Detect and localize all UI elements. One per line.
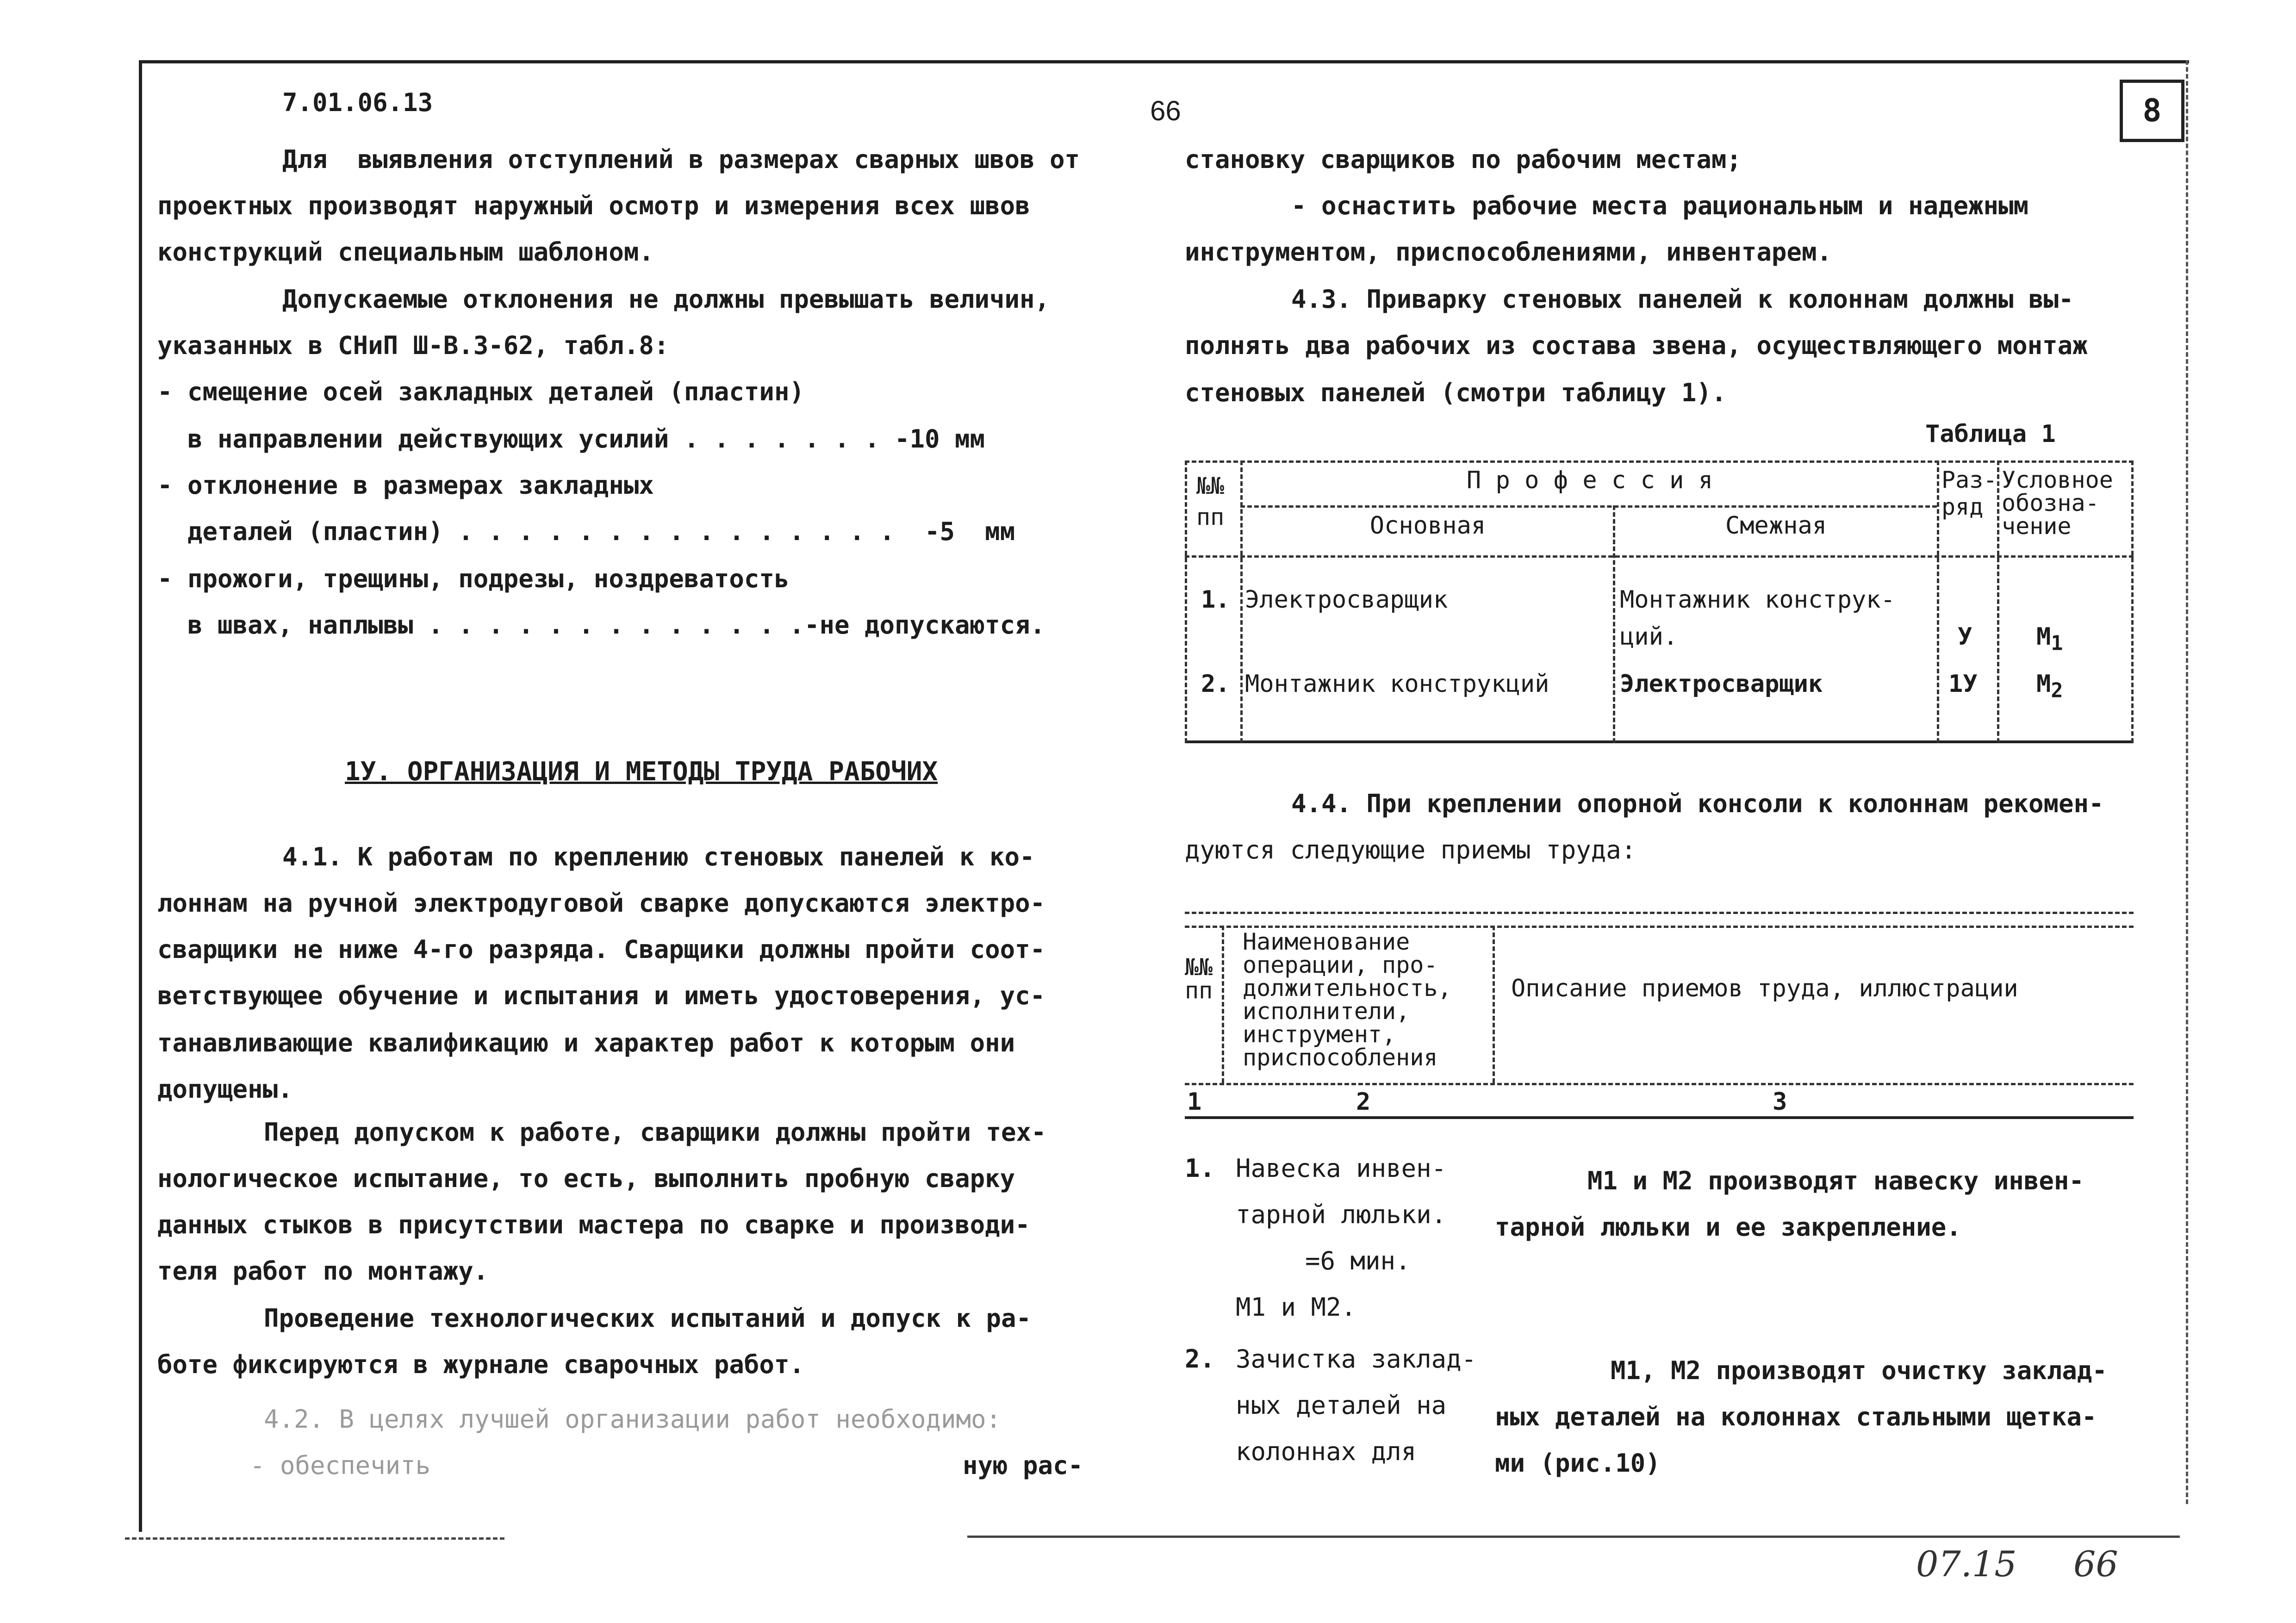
frame-bottom-line-left bbox=[125, 1537, 504, 1540]
header-num: пп bbox=[1185, 977, 1213, 1004]
column-number: 3 bbox=[1773, 1088, 1787, 1116]
table-caption: Таблица 1 bbox=[1925, 420, 2056, 448]
text-line: ветствующее обучение и испытания и иметь удостоверения, ус- bbox=[157, 981, 1045, 1010]
table-cell: Электросварщик bbox=[1245, 586, 1448, 614]
header-name: инструмент, bbox=[1243, 1021, 1396, 1048]
header-description: Описание приемов труда, иллюстрации bbox=[1511, 975, 2018, 1002]
table-cell: тарной люльки и ее закрепление. bbox=[1495, 1213, 1961, 1242]
text-line: стеновых панелей (смотри таблицу 1). bbox=[1185, 378, 1727, 407]
text-line: боте фиксируются в журнале сварочных работ. bbox=[157, 1350, 804, 1379]
text-line: лоннам на ручной электродуговой сварке допускаются электро- bbox=[157, 889, 1045, 918]
table-cell: $М_1$ bbox=[2036, 623, 2063, 655]
table-cell: Зачистка заклад- bbox=[1236, 1344, 1477, 1374]
table-rule bbox=[1222, 926, 1224, 1083]
table-cell: 1У bbox=[1948, 670, 1978, 698]
table-cell: Электросварщик bbox=[1620, 670, 1823, 698]
text-line: сварщики не ниже 4-го разряда. Сварщики должны пройти соот- bbox=[157, 935, 1045, 964]
table-rule bbox=[1185, 1083, 2134, 1085]
text-line: деталей (пластин) . . . . . . . . . . . . . . . -5 мм bbox=[187, 517, 1015, 546]
table-cell: 2. bbox=[1185, 1344, 1215, 1374]
header-code: Условное bbox=[2002, 466, 2113, 493]
section-title: 1У. ОРГАНИЗАЦИЯ И МЕТОДЫ ТРУДА РАБОЧИХ bbox=[345, 757, 938, 787]
table-cell: Монтажник конструкций bbox=[1245, 670, 1549, 698]
header-adjacent: Смежная bbox=[1725, 512, 1827, 540]
text-line: становку сварщиков по рабочим местам; bbox=[1185, 145, 1742, 174]
header-name: исполнители, bbox=[1243, 998, 1410, 1025]
text-line: полнять два рабочих из состава звена, осуществляющего монтаж bbox=[1185, 331, 2088, 360]
table-cell: $М_2$ bbox=[2036, 670, 2063, 703]
text-line: 4.4. При креплении опорной консоли к колоннам рекомен- bbox=[1291, 789, 2104, 818]
text-line: проектных производят наружный осмотр и измерения всех швов bbox=[157, 191, 1030, 220]
table-rule bbox=[1185, 555, 2134, 558]
table-rule bbox=[1185, 926, 2134, 928]
text-line: - смещение осей закладных деталей (пластин) bbox=[157, 377, 804, 406]
table-cell: У bbox=[1958, 623, 1972, 651]
table-cell: тарной люльки. bbox=[1236, 1200, 1447, 1229]
text-line: в швах, наплывы . . . . . . . . . . . . .-не допускаются. bbox=[187, 610, 1045, 640]
text-line: 4.1. К работам по креплению стеновых панелей к ко- bbox=[282, 842, 1035, 871]
text-line: Допускаемые отклонения не должны превышать величин, bbox=[282, 285, 1050, 314]
text-line: - прожоги, трещины, подрезы, ноздреватость bbox=[157, 564, 790, 593]
table-rule bbox=[1185, 740, 2134, 743]
table-rule bbox=[1185, 1116, 2134, 1119]
frame-left-line bbox=[139, 60, 142, 1532]
frame-right-line bbox=[2186, 60, 2188, 1504]
text-line: конструкций специальным шаблоном. bbox=[157, 237, 654, 267]
table-rule bbox=[1185, 912, 2134, 914]
text-line: 4.3. Приварку стеновых панелей к колоннам должны вы- bbox=[1291, 285, 2074, 314]
header-rank: ряд bbox=[1941, 493, 1984, 520]
sheet-number-box bbox=[2120, 80, 2184, 142]
text-line: ную рас- bbox=[963, 1451, 1083, 1480]
table-cell: Монтажник конструк- bbox=[1620, 586, 1895, 614]
header-rank: Раз- bbox=[1941, 466, 1997, 493]
handwritten-note: 66 bbox=[2073, 1543, 2118, 1585]
table-cell: 2. bbox=[1201, 670, 1230, 698]
text-line: указанных в СНиП Ш-В.3-62, табл.8: bbox=[157, 331, 669, 360]
header-num: №№ bbox=[1185, 954, 1213, 981]
table-cell: М1 и М2 производят навеску инвен- bbox=[1587, 1166, 2084, 1195]
text-line: данных стыков в присутствии мастера по сварке и производи- bbox=[157, 1210, 1030, 1239]
text-line: Для выявления отступлений в размерах сварных швов от bbox=[282, 145, 1080, 174]
table-rule bbox=[1240, 505, 1937, 508]
table-cell: ных деталей на bbox=[1236, 1391, 1447, 1420]
header-name: Наименование bbox=[1243, 928, 1410, 955]
table-rule bbox=[1240, 460, 1243, 743]
text-line: теля работ по монтажу. bbox=[157, 1256, 489, 1286]
table-cell: колоннах для bbox=[1236, 1437, 1417, 1466]
text-line: допущены. bbox=[157, 1075, 293, 1104]
column-number: 2 bbox=[1356, 1088, 1371, 1116]
table-rule bbox=[1613, 505, 1615, 743]
header-profession: П р о ф е с с и я bbox=[1466, 466, 1713, 494]
handwritten-note: 07.15 bbox=[1916, 1543, 2017, 1585]
frame-bottom-line-right bbox=[967, 1536, 2180, 1538]
column-number: 1 bbox=[1187, 1088, 1202, 1116]
table-cell: =6 мин. bbox=[1305, 1246, 1411, 1275]
table-cell: 1. bbox=[1201, 586, 1230, 614]
frame-top-line bbox=[139, 60, 2189, 63]
table-rule bbox=[1997, 460, 1999, 743]
table-rule bbox=[2131, 460, 2134, 743]
table-cell: Навеска инвен- bbox=[1236, 1154, 1447, 1183]
text-line: - отклонение в размерах закладных bbox=[157, 471, 654, 500]
text-line-faded: - обеспечить bbox=[250, 1451, 431, 1480]
page-number: 66 bbox=[1150, 95, 1181, 126]
table-cell: ных деталей на колоннах стальными щетка- bbox=[1495, 1402, 2097, 1431]
sheet-number: 8 bbox=[2142, 93, 2162, 129]
header-code: чение bbox=[2002, 513, 2072, 540]
text-line: танавливающие квалификацию и характер работ к которым они bbox=[157, 1028, 1015, 1057]
text-line: Проведение технологических испытаний и допуск к ра- bbox=[264, 1304, 1032, 1333]
table-cell: 1. bbox=[1185, 1154, 1215, 1183]
text-line: инструментом, приспособлениями, инвентарем. bbox=[1185, 237, 1832, 267]
table-rule bbox=[1937, 460, 1939, 743]
table-cell: ций. bbox=[1620, 623, 1678, 651]
header-num: №№ bbox=[1196, 473, 1225, 499]
header-name: приспособления bbox=[1243, 1044, 1438, 1071]
header-name: операции, про- bbox=[1243, 951, 1438, 978]
header-code: обозна- bbox=[2002, 490, 2099, 516]
text-line: Перед допуском к работе, сварщики должны пройти тех- bbox=[264, 1118, 1046, 1147]
table-cell: М1, М2 производят очистку заклад- bbox=[1611, 1356, 2107, 1385]
document-code: 7.01.06.13 bbox=[282, 88, 433, 117]
table-rule bbox=[1185, 460, 2134, 463]
table-cell: М1 и М2. bbox=[1236, 1293, 1356, 1322]
table-rule bbox=[1493, 926, 1495, 1083]
text-line: в направлении действующих усилий . . . . . . . -10 мм bbox=[187, 424, 985, 454]
header-main: Основная bbox=[1369, 512, 1486, 540]
header-name: должительность, bbox=[1243, 975, 1452, 1001]
table-cell: ми (рис.10) bbox=[1495, 1449, 1661, 1478]
text-line-faded: 4.2. В целях лучшей организации работ необходимо: bbox=[264, 1405, 1002, 1434]
text-line: дуются следующие приемы труда: bbox=[1185, 835, 1636, 864]
header-num: пп bbox=[1196, 504, 1225, 530]
text-line: нологическое испытание, то есть, выполнить пробную сварку bbox=[157, 1164, 1015, 1193]
text-line: - оснастить рабочие места рациональным и надежным bbox=[1291, 191, 2029, 220]
table-rule bbox=[1185, 460, 1187, 743]
